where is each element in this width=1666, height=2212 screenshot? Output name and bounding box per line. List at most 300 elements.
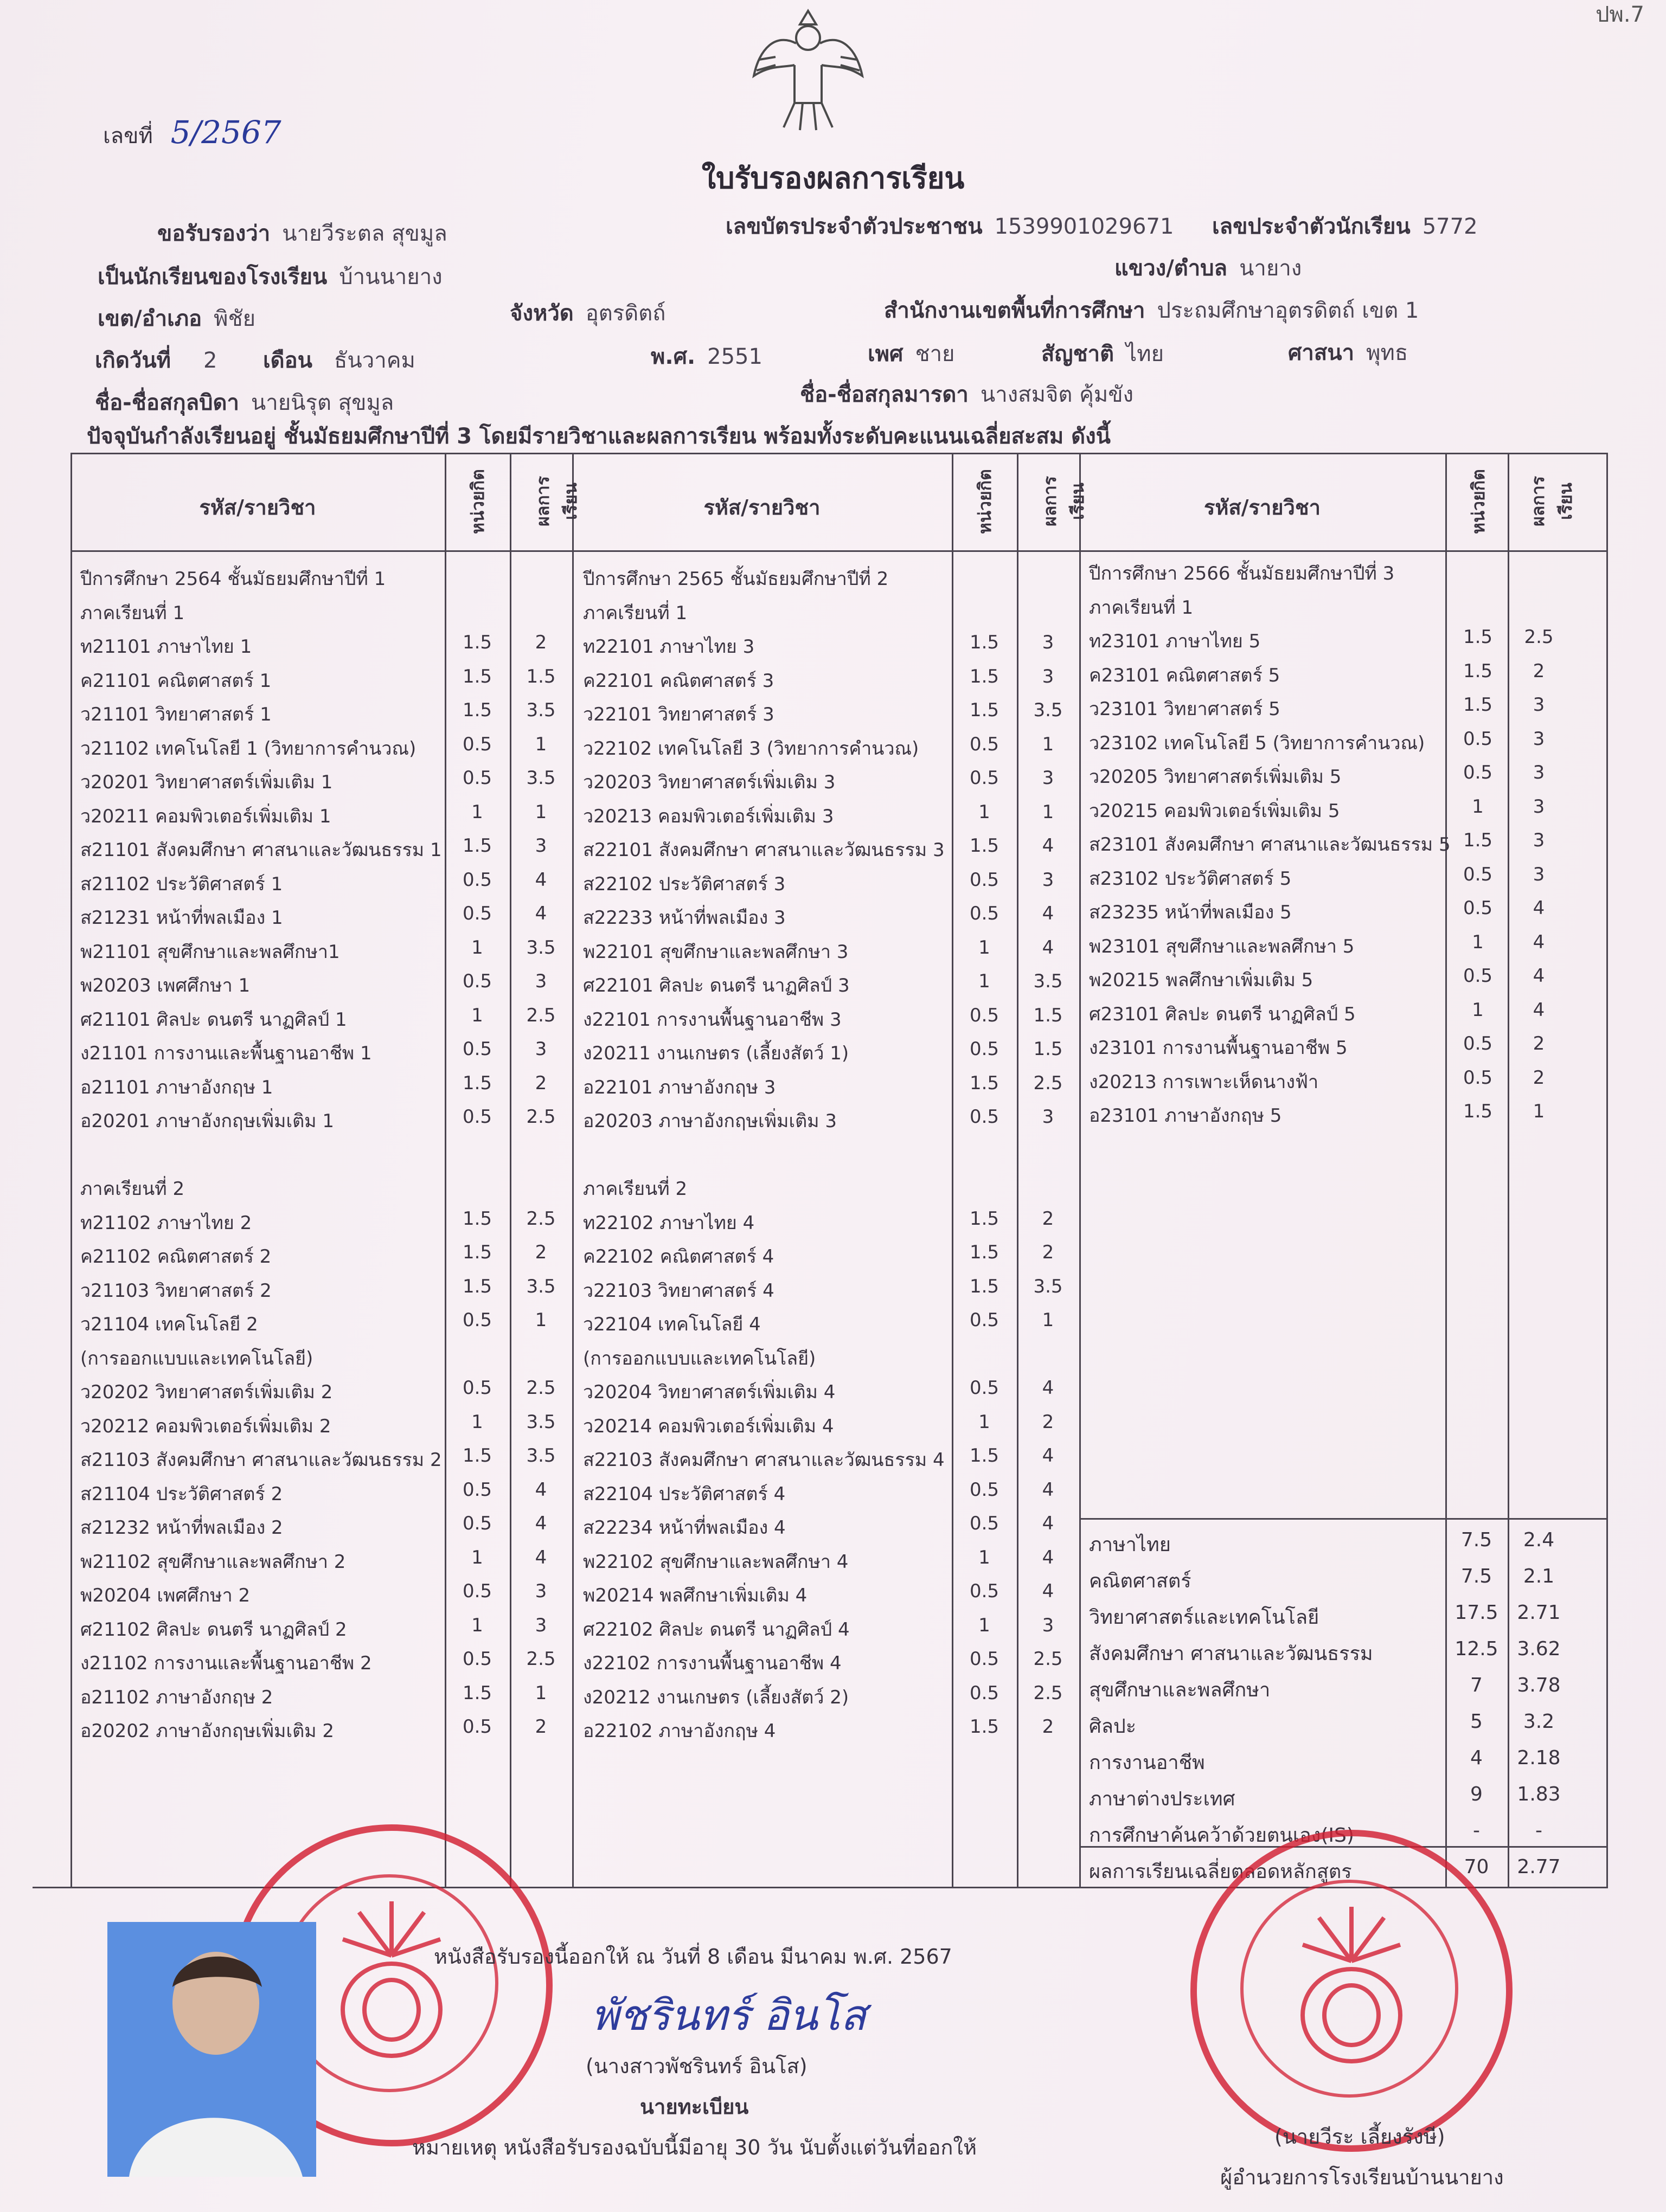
col2-subject: ท22102 ภาษาไทย 4 bbox=[583, 1212, 755, 1234]
info-birth-year bbox=[651, 339, 762, 374]
birth-month-label: เดือน bbox=[263, 348, 313, 373]
col2-grade: 3 bbox=[1042, 1106, 1054, 1128]
father-label: ชื่อ-ชื่อสกุลบิดา bbox=[95, 390, 239, 415]
col1-credit: 0.5 bbox=[462, 1716, 492, 1738]
col1-subject: ส21232 หน้าที่พลเมือง 2 bbox=[80, 1517, 283, 1539]
birth-day-value: 2 bbox=[203, 348, 217, 373]
col2-credit: 1.5 bbox=[969, 1716, 999, 1738]
district-value: พิชัย bbox=[214, 306, 256, 331]
summary-grade: 2.71 bbox=[1517, 1602, 1561, 1624]
col2-grade: 2.5 bbox=[1033, 1682, 1063, 1704]
col2-credit: 0.5 bbox=[969, 1682, 999, 1704]
col1-subject: ปีการศึกษา 2564 ชั้นมัธยมศึกษาปีที่ 1 bbox=[80, 568, 386, 590]
col3-subject: ส23102 ประวัติศาสตร์ 5 bbox=[1089, 867, 1292, 890]
col1-grade: 4 bbox=[535, 1546, 547, 1568]
col1-grade: 3.5 bbox=[526, 936, 556, 959]
col1-credit: 1.5 bbox=[462, 632, 492, 653]
summary-label: สุขศึกษาและพลศึกษา bbox=[1089, 1679, 1271, 1701]
col2-subject: ว22102 เทคโนโลยี 3 (วิทยาการคำนวณ) bbox=[583, 737, 919, 760]
col2-credit: 1.5 bbox=[969, 1275, 999, 1297]
birth-year-label: พ.ศ. bbox=[651, 344, 696, 369]
col1-grade: 3 bbox=[535, 1614, 547, 1636]
col1-subject: อ21102 ภาษาอังกฤษ 2 bbox=[80, 1686, 273, 1708]
col1-subject: ว21103 วิทยาศาสตร์ 2 bbox=[80, 1279, 272, 1302]
director-name: (นายวีระ เลี้ยงรังษี) bbox=[1274, 2125, 1445, 2149]
form-code: ปพ.7 bbox=[1595, 2, 1644, 27]
birth-day-label: เกิดวันที่ bbox=[95, 348, 171, 373]
col1-credit: 0.5 bbox=[462, 1106, 492, 1128]
col1-grade: 3.5 bbox=[526, 767, 556, 789]
stamp-emblem-icon bbox=[326, 1896, 457, 2075]
summary-label: การศึกษาค้นคว้าด้วยตนเอง(IS) bbox=[1089, 1824, 1354, 1847]
info-mother bbox=[800, 377, 1133, 411]
col1-subject: ง21102 การงานและพื้นฐานอาชีพ 2 bbox=[80, 1652, 372, 1674]
col2-credit: 1 bbox=[978, 1614, 990, 1636]
col3-grade: 3 bbox=[1533, 762, 1545, 783]
col3-subject: ศ23101 ศิลปะ ดนตรี นาฏศิลป์ 5 bbox=[1089, 1003, 1356, 1025]
col2-credit: 1.5 bbox=[969, 665, 999, 687]
col3-grade: 2 bbox=[1533, 1066, 1545, 1089]
col2-subject: ว20214 คอมพิวเตอร์เพิ่มเติม 4 bbox=[583, 1415, 834, 1437]
col1-subject: ว21104 เทคโนโลยี 2 bbox=[80, 1314, 258, 1335]
col3-grade: 3 bbox=[1533, 863, 1545, 885]
col3-grade: 4 bbox=[1533, 965, 1545, 987]
col1-credit: 0.5 bbox=[462, 1478, 492, 1501]
grades-table bbox=[71, 453, 1608, 1889]
col3-subject: ส23235 หน้าที่พลเมือง 5 bbox=[1089, 902, 1292, 923]
col3-subject: ปีการศึกษา 2566 ชั้นมัธยมศึกษาปีที่ 3 bbox=[1089, 563, 1395, 584]
col3-grade: 2 bbox=[1533, 660, 1545, 682]
col2-subject: ส22233 หน้าที่พลเมือง 3 bbox=[583, 907, 786, 929]
col1-credit: 0.5 bbox=[462, 1309, 492, 1331]
col2-subject: (การออกแบบและเทคโนโลยี) bbox=[583, 1347, 816, 1369]
col2-subject: ภาคเรียนที่ 1 bbox=[583, 602, 688, 624]
col1-subject: ว20211 คอมพิวเตอร์เพิ่มเติม 1 bbox=[80, 805, 331, 827]
col2-subject: ค22101 คณิตศาสตร์ 3 bbox=[583, 670, 774, 692]
col2-grade: 3.5 bbox=[1033, 1275, 1063, 1297]
doc-number-label: เลขที่ bbox=[103, 124, 153, 149]
summary-grade: 3.62 bbox=[1517, 1638, 1561, 1660]
col2-grade: 3 bbox=[1042, 665, 1054, 687]
student-photo bbox=[107, 1922, 316, 2177]
col2-credit: 1.5 bbox=[969, 835, 999, 857]
col2-credit: 0.5 bbox=[969, 1004, 999, 1026]
summary-grade: - bbox=[1535, 1819, 1542, 1842]
col1-subject: อ21101 ภาษาอังกฤษ 1 bbox=[80, 1076, 273, 1098]
col1-subject: ค21102 คณิตศาสตร์ 2 bbox=[80, 1246, 272, 1268]
col2-credit: 1.5 bbox=[969, 1242, 999, 1263]
col2-grade: 4 bbox=[1042, 1513, 1054, 1534]
col2-subject: ว20204 วิทยาศาสตร์เพิ่มเติม 4 bbox=[583, 1381, 836, 1403]
info-subdistrict bbox=[1114, 250, 1302, 285]
mother-label: ชื่อ-ชื่อสกุลมารดา bbox=[800, 382, 969, 407]
col1-grade: 1 bbox=[535, 733, 547, 755]
info-nationality bbox=[1041, 336, 1164, 371]
col2-credit: 0.5 bbox=[969, 1106, 999, 1128]
col3-credit: 1.5 bbox=[1463, 626, 1493, 648]
district-label: เขต/อำเภอ bbox=[98, 306, 202, 331]
col3-grade: 1 bbox=[1533, 1101, 1545, 1122]
summary-label: สังคมศึกษา ศาสนาและวัฒนธรรม bbox=[1089, 1643, 1373, 1665]
registrar-title: นายทะเบียน bbox=[640, 2095, 749, 2119]
info-school bbox=[98, 259, 443, 294]
col3-grade: 2.5 bbox=[1524, 626, 1554, 648]
col2-credit: 0.5 bbox=[969, 1478, 999, 1501]
col2-credit: 0.5 bbox=[969, 1580, 999, 1602]
mother-value: นางสมจิต คุ้มขัง bbox=[980, 382, 1134, 407]
school-value: บ้านนายาง bbox=[339, 265, 443, 290]
col2-subject: ศ22101 ศิลปะ ดนตรี นาฏศิลป์ 3 bbox=[583, 975, 850, 996]
col3-credit: 1.5 bbox=[1463, 1101, 1493, 1122]
col3-header-credit: หน่วยกิต bbox=[1468, 469, 1489, 534]
col2-subject: ง22101 การงานพื้นฐานอาชีพ 3 bbox=[583, 1008, 842, 1031]
col1-grade: 3.5 bbox=[526, 1411, 556, 1433]
col1-grade: 3 bbox=[535, 835, 547, 857]
table-border-right bbox=[1606, 453, 1608, 1887]
col3-subject: ส23101 สังคมศึกษา ศาสนาและวัฒนธรรม 5 bbox=[1089, 834, 1451, 856]
summary-credit: 70 bbox=[1464, 1856, 1489, 1878]
summary-credit: 9 bbox=[1470, 1783, 1483, 1805]
col3-subject: ว20205 วิทยาศาสตร์เพิ่มเติม 5 bbox=[1089, 766, 1342, 788]
col3-credit: 0.5 bbox=[1463, 1033, 1493, 1054]
col1-grade: 4 bbox=[535, 1513, 547, 1534]
col3-credit: 1 bbox=[1472, 795, 1484, 818]
col2-credit: 1 bbox=[978, 936, 990, 959]
subdistrict-label: แขวง/ตำบล bbox=[1114, 256, 1228, 281]
col2-subject: ส22102 ประวัติศาสตร์ 3 bbox=[583, 873, 786, 895]
col1-subject: ท21101 ภาษาไทย 1 bbox=[80, 636, 252, 658]
col1-grade: 1 bbox=[535, 801, 547, 823]
col1-grade: 3.5 bbox=[526, 699, 556, 721]
col2-subject: ง22102 การงานพื้นฐานอาชีพ 4 bbox=[583, 1652, 842, 1674]
col3-credit: 0.5 bbox=[1463, 762, 1493, 783]
col2-grade: 4 bbox=[1042, 1377, 1054, 1399]
col1-grade: 2.5 bbox=[526, 1377, 556, 1399]
province-value: อุตรดิตถ์ bbox=[585, 301, 666, 326]
col2-credit: 1 bbox=[978, 1411, 990, 1433]
area-label: สำนักงานเขตพื้นที่การศึกษา bbox=[884, 298, 1145, 323]
col1-grade: 3 bbox=[535, 1580, 547, 1602]
col1-subject: ส21104 ประวัติศาสตร์ 2 bbox=[80, 1483, 283, 1505]
col1-header-grade: ผลการเรียน bbox=[533, 476, 581, 527]
header-divider bbox=[71, 550, 1608, 552]
col2-grade: 2 bbox=[1042, 1207, 1054, 1230]
col1-grade: 1 bbox=[535, 1309, 547, 1331]
col1-subject: ค21101 คณิตศาสตร์ 1 bbox=[80, 670, 272, 692]
col1-header-credit: หน่วยกิต bbox=[467, 469, 488, 534]
col1-credit: 0.5 bbox=[462, 1580, 492, 1602]
col2-subject: ง20212 งานเกษตร (เลี้ยงสัตว์ 2) bbox=[583, 1686, 849, 1708]
col2-start-divider bbox=[572, 453, 574, 1887]
area-value: ประถมศึกษาอุตรดิตถ์ เขต 1 bbox=[1157, 298, 1419, 323]
col1-subject: ว21102 เทคโนโลยี 1 (วิทยาการคำนวณ) bbox=[80, 737, 416, 760]
col3-grade: 3 bbox=[1533, 795, 1545, 818]
religion-label: ศาสนา bbox=[1288, 340, 1355, 365]
col1-credit: 1.5 bbox=[462, 699, 492, 721]
col2-credit: 0.5 bbox=[969, 869, 999, 891]
col2-subject: พ20214 พลศึกษาเพิ่มเติม 4 bbox=[583, 1585, 808, 1606]
summary-grade: 3.2 bbox=[1523, 1711, 1555, 1733]
col1-grade: 2.5 bbox=[526, 1207, 556, 1230]
col2-grade: 3 bbox=[1042, 767, 1054, 789]
col2-grade: 2 bbox=[1042, 1411, 1054, 1433]
col1-subject: (การออกแบบและเทคโนโลยี) bbox=[80, 1347, 313, 1369]
nationality-label: สัญชาติ bbox=[1041, 342, 1114, 366]
col1-credit: 1.5 bbox=[462, 1242, 492, 1263]
col3-subject: พ20215 พลศึกษาเพิ่มเติม 5 bbox=[1089, 969, 1313, 991]
col1-credit: 1 bbox=[471, 801, 483, 823]
col2-subject: ศ22102 ศิลปะ ดนตรี นาฏศิลป์ 4 bbox=[583, 1618, 850, 1641]
gender-value: ชาย bbox=[915, 342, 955, 366]
col2-grade: 2.5 bbox=[1033, 1648, 1063, 1670]
info-area bbox=[884, 293, 1419, 327]
nationality-value: ไทย bbox=[1126, 342, 1164, 366]
col2-grade: 3 bbox=[1042, 869, 1054, 891]
gender-label: เพศ bbox=[868, 342, 904, 366]
student-portrait-icon bbox=[107, 1922, 316, 2177]
col1-credit: 0.5 bbox=[462, 733, 492, 755]
col1-subject: ส21103 สังคมศึกษา ศาสนาและวัฒนธรรม 2 bbox=[80, 1449, 442, 1471]
col1-credit: 0.5 bbox=[462, 1648, 492, 1670]
col2-credit: 0.5 bbox=[969, 1309, 999, 1331]
col2-grade: 3 bbox=[1042, 1614, 1054, 1636]
summary-grade: 2.4 bbox=[1523, 1529, 1555, 1551]
col3-start-divider bbox=[1079, 453, 1081, 1887]
col3-credit: 0.5 bbox=[1463, 965, 1493, 987]
col3-grade: 4 bbox=[1533, 897, 1545, 919]
col1-subject: อ20201 ภาษาอังกฤษเพิ่มเติม 1 bbox=[80, 1110, 334, 1132]
col2-subject: ง20211 งานเกษตร (เลี้ยงสัตว์ 1) bbox=[583, 1043, 849, 1064]
col1-credit: 1 bbox=[471, 1411, 483, 1433]
summary-credit: 12.5 bbox=[1454, 1638, 1498, 1660]
col1-credit: 0.5 bbox=[462, 869, 492, 891]
col3-subject: ค23101 คณิตศาสตร์ 5 bbox=[1089, 664, 1280, 686]
col2-grade: 4 bbox=[1042, 835, 1054, 857]
subdistrict-value: นายาง bbox=[1239, 256, 1302, 281]
col1-subject: ง21101 การงานและพื้นฐานอาชีพ 1 bbox=[80, 1043, 372, 1064]
col1-credit: 1 bbox=[471, 1004, 483, 1026]
col2-subject: อ22102 ภาษาอังกฤษ 4 bbox=[583, 1720, 776, 1742]
col2-credit: 1.5 bbox=[969, 1207, 999, 1230]
summary-grade: 2.18 bbox=[1517, 1747, 1561, 1769]
school-stamp-right bbox=[1190, 1830, 1513, 2152]
col1-grade: 3.5 bbox=[526, 1275, 556, 1297]
col1-grade: 1 bbox=[535, 1682, 547, 1704]
col1-subject: ส21101 สังคมศึกษา ศาสนาและวัฒนธรรม 1 bbox=[80, 839, 442, 861]
col1-grade: 2.5 bbox=[526, 1648, 556, 1670]
father-value: นายนิรุต สุขมูล bbox=[251, 390, 394, 415]
registrar-signature: พัชรินทร์ อินโส bbox=[591, 1991, 867, 2040]
col3-grade: 4 bbox=[1533, 999, 1545, 1021]
col2-credit: 0.5 bbox=[969, 903, 999, 924]
col2-subject: ว22101 วิทยาศาสตร์ 3 bbox=[583, 704, 774, 725]
col1-subject: ส21231 หน้าที่พลเมือง 1 bbox=[80, 907, 283, 929]
birth-year-value: 2551 bbox=[707, 344, 762, 369]
info-province bbox=[510, 295, 665, 330]
summary-label: ผลการเรียนเฉลี่ยตลอดหลักสูตร bbox=[1089, 1861, 1352, 1883]
summary-grade: 2.1 bbox=[1523, 1565, 1555, 1587]
col1-credit: 1.5 bbox=[462, 1072, 492, 1094]
summary-label: คณิตศาสตร์ bbox=[1089, 1570, 1191, 1592]
col1-subject: ว20212 คอมพิวเตอร์เพิ่มเติม 2 bbox=[80, 1415, 331, 1437]
info-student-id bbox=[1212, 209, 1478, 243]
school-label: เป็นนักเรียนของโรงเรียน bbox=[98, 265, 328, 290]
col2-subject: ว20213 คอมพิวเตอร์เพิ่มเติม 3 bbox=[583, 805, 834, 827]
col2-grade: 1.5 bbox=[1033, 1004, 1063, 1026]
col1-subject: ศ21102 ศิลปะ ดนตรี นาฏศิลป์ 2 bbox=[80, 1618, 347, 1641]
col3-grade: 2 bbox=[1533, 1033, 1545, 1054]
col2-subject: ส22103 สังคมศึกษา ศาสนาและวัฒนธรรม 4 bbox=[583, 1449, 945, 1471]
col2-subject: ว22103 วิทยาศาสตร์ 4 bbox=[583, 1279, 774, 1302]
col2-header-grade: ผลการเรียน bbox=[1040, 476, 1088, 527]
summary-grade: 1.83 bbox=[1517, 1783, 1561, 1805]
col3-credit: 1 bbox=[1472, 999, 1484, 1021]
summary-credit: 17.5 bbox=[1454, 1602, 1498, 1624]
province-label: จังหวัด bbox=[510, 301, 574, 326]
col2-credit: 1.5 bbox=[969, 1072, 999, 1094]
director-title: ผู้อำนวยการโรงเรียนบ้านนายาง bbox=[1220, 2165, 1504, 2189]
col2-credit: 0.5 bbox=[969, 733, 999, 755]
col1-credit: 1 bbox=[471, 1546, 483, 1568]
summary-divider bbox=[1079, 1518, 1608, 1520]
col3-credit: 1.5 bbox=[1463, 694, 1493, 716]
col2-subject: ว22104 เทคโนโลยี 4 bbox=[583, 1314, 761, 1335]
page-title: ใบรับรองผลการเรียน bbox=[701, 161, 965, 195]
student-id-value: 5772 bbox=[1422, 214, 1478, 239]
info-id-card bbox=[726, 209, 1174, 243]
table-border-left bbox=[71, 453, 72, 1887]
religion-value: พุทธ bbox=[1366, 340, 1408, 365]
col3-grade: 3 bbox=[1533, 728, 1545, 750]
student-id-label: เลขประจำตัวนักเรียน bbox=[1212, 214, 1411, 239]
col1-grade: 4 bbox=[535, 1478, 547, 1501]
col3-subject: ว23101 วิทยาศาสตร์ 5 bbox=[1089, 698, 1280, 720]
col3-header-subject: รหัส/รายวิชา bbox=[1203, 496, 1321, 519]
col2-subject: ส22234 หน้าที่พลเมือง 4 bbox=[583, 1517, 786, 1539]
col3-subject: ง20213 การเพาะเห็ดนางฟ้า bbox=[1089, 1071, 1319, 1093]
col2-subject: ว20203 วิทยาศาสตร์เพิ่มเติม 3 bbox=[583, 771, 836, 793]
col1-credit: 0.5 bbox=[462, 1377, 492, 1399]
student-name: นายวีระตล สุขมูล bbox=[282, 221, 447, 246]
col1-subject: ส21102 ประวัติศาสตร์ 1 bbox=[80, 873, 283, 895]
col2-credit: 0.5 bbox=[969, 1377, 999, 1399]
col1-subject: ว20201 วิทยาศาสตร์เพิ่มเติม 1 bbox=[80, 771, 333, 793]
col2-grade: 1 bbox=[1042, 801, 1054, 823]
col2-grade: 2.5 bbox=[1033, 1072, 1063, 1094]
table-border-top bbox=[71, 453, 1608, 454]
col1-credit: 0.5 bbox=[462, 970, 492, 992]
summary-grade: 2.77 bbox=[1517, 1856, 1561, 1878]
col2-grade: 1.5 bbox=[1033, 1038, 1063, 1060]
col3-credit: 0.5 bbox=[1463, 1066, 1493, 1089]
id-card-label: เลขบัตรประจำตัวประชาชน bbox=[726, 214, 983, 239]
document-number bbox=[103, 114, 281, 153]
col1-grade: 2.5 bbox=[526, 1004, 556, 1026]
col3-subject: ท23101 ภาษาไทย 5 bbox=[1089, 631, 1261, 652]
col2-credit: 1 bbox=[978, 970, 990, 992]
col1-grade: 2 bbox=[535, 632, 547, 653]
col1-credit: 1 bbox=[471, 936, 483, 959]
col1-grade: 2 bbox=[535, 1716, 547, 1738]
col2-subject: ค22102 คณิตศาสตร์ 4 bbox=[583, 1246, 774, 1268]
col3-credit: 0.5 bbox=[1463, 897, 1493, 919]
col2-subject: ส22101 สังคมศึกษา ศาสนาและวัฒนธรรม 3 bbox=[583, 839, 945, 861]
info-religion bbox=[1288, 335, 1408, 370]
col1-subject: อ20202 ภาษาอังกฤษเพิ่มเติม 2 bbox=[80, 1720, 334, 1742]
col3-header-grade: ผลการเรียน bbox=[1528, 476, 1576, 527]
col1-credit: 0.5 bbox=[462, 767, 492, 789]
col3-grade: 3 bbox=[1533, 829, 1545, 851]
col1-header-subject: รหัส/รายวิชา bbox=[199, 496, 316, 519]
col3-subject: ว23102 เทคโนโลยี 5 (วิทยาการคำนวณ) bbox=[1089, 732, 1425, 754]
intro-text: ปัจจุบันกำลังเรียนอยู่ ชั้นมัธยมศึกษาปีที่ 3 โดยมีรายวิชาและผลการเรียน พร้อมทั้งระดับคะแนนเฉลี่ยสะสม ดังนี้ bbox=[87, 424, 1111, 449]
col2-grade: 4 bbox=[1042, 1580, 1054, 1602]
summary-credit: 7.5 bbox=[1460, 1529, 1492, 1551]
col1-grade: 2 bbox=[535, 1072, 547, 1094]
col1-credit: 1.5 bbox=[462, 835, 492, 857]
id-card-value: 1539901029671 bbox=[994, 214, 1174, 239]
col2-grade: 4 bbox=[1042, 1478, 1054, 1501]
col1-credit: 1.5 bbox=[462, 1207, 492, 1230]
col3-subject: อ23101 ภาษาอังกฤษ 5 bbox=[1089, 1105, 1282, 1127]
col3-subject: ง23101 การงานพื้นฐานอาชีพ 5 bbox=[1089, 1037, 1348, 1059]
col1-grade: 2 bbox=[535, 1242, 547, 1263]
col1-credit: 1.5 bbox=[462, 1445, 492, 1467]
col2-grade: 4 bbox=[1042, 1445, 1054, 1467]
col1-credit: 0.5 bbox=[462, 1038, 492, 1060]
col1-grade: 3 bbox=[535, 1038, 547, 1060]
col1-grade: 1.5 bbox=[526, 665, 556, 687]
col1-credit: 1 bbox=[471, 1614, 483, 1636]
certify-label: ขอรับรองว่า bbox=[157, 221, 271, 246]
validity-note: หมายเหตุ หนังสือรับรองฉบับนี้มีอายุ 30 วัน นับตั้งแต่วันที่ออกให้ bbox=[412, 2136, 977, 2159]
col1-grade: 2.5 bbox=[526, 1106, 556, 1128]
col2-credit: 1.5 bbox=[969, 1445, 999, 1467]
col2-header-subject: รหัส/รายวิชา bbox=[703, 496, 821, 519]
col1-subject: ว20202 วิทยาศาสตร์เพิ่มเติม 2 bbox=[80, 1381, 333, 1403]
col1-subject: ว21101 วิทยาศาสตร์ 1 bbox=[80, 704, 272, 725]
col1-grade: 3.5 bbox=[526, 1445, 556, 1467]
col3-subject: ว20215 คอมพิวเตอร์เพิ่มเติม 5 bbox=[1089, 800, 1340, 822]
col2-credit: 1.5 bbox=[969, 699, 999, 721]
summary-label: ภาษาไทย bbox=[1089, 1534, 1171, 1556]
col2-subject: ปีการศึกษา 2565 ชั้นมัธยมศึกษาปีที่ 2 bbox=[583, 568, 889, 590]
col1-credit: 1.5 bbox=[462, 665, 492, 687]
col3-grade: 3 bbox=[1533, 694, 1545, 716]
summary-label: ศิลปะ bbox=[1089, 1715, 1137, 1738]
col2-credit: 0.5 bbox=[969, 767, 999, 789]
issued-text: หนังสือรับรองนี้ออกให้ ณ วันที่ 8 เดือน มีนาคม พ.ศ. 2567 bbox=[434, 1945, 952, 1969]
col2-credit: 1.5 bbox=[969, 632, 999, 653]
col2-grade: 3.5 bbox=[1033, 699, 1063, 721]
stamp-emblem-icon-right bbox=[1286, 1901, 1417, 2080]
col1-subject: ศ21101 ศิลปะ ดนตรี นาฏศิลป์ 1 bbox=[80, 1008, 347, 1031]
info-birth-day bbox=[95, 343, 217, 377]
col2-subject: พ22101 สุขศึกษาและพลศึกษา 3 bbox=[583, 941, 849, 963]
doc-number-value: 5/2567 bbox=[170, 114, 281, 151]
info-birth-month bbox=[263, 343, 415, 377]
col1-subject: พ21102 สุขศึกษาและพลศึกษา 2 bbox=[80, 1551, 346, 1573]
col1-grade: 4 bbox=[535, 869, 547, 891]
info-district bbox=[98, 301, 255, 336]
col3-credit: 0.5 bbox=[1463, 863, 1493, 885]
col1-subject: ภาคเรียนที่ 2 bbox=[80, 1178, 185, 1200]
col2-grade: 2 bbox=[1042, 1716, 1054, 1738]
col2-credit: 1 bbox=[978, 801, 990, 823]
col2-subject: อ22101 ภาษาอังกฤษ 3 bbox=[583, 1076, 776, 1098]
summary-label: การงานอาชีพ bbox=[1089, 1752, 1205, 1774]
summary-credit: 7 bbox=[1470, 1674, 1483, 1696]
